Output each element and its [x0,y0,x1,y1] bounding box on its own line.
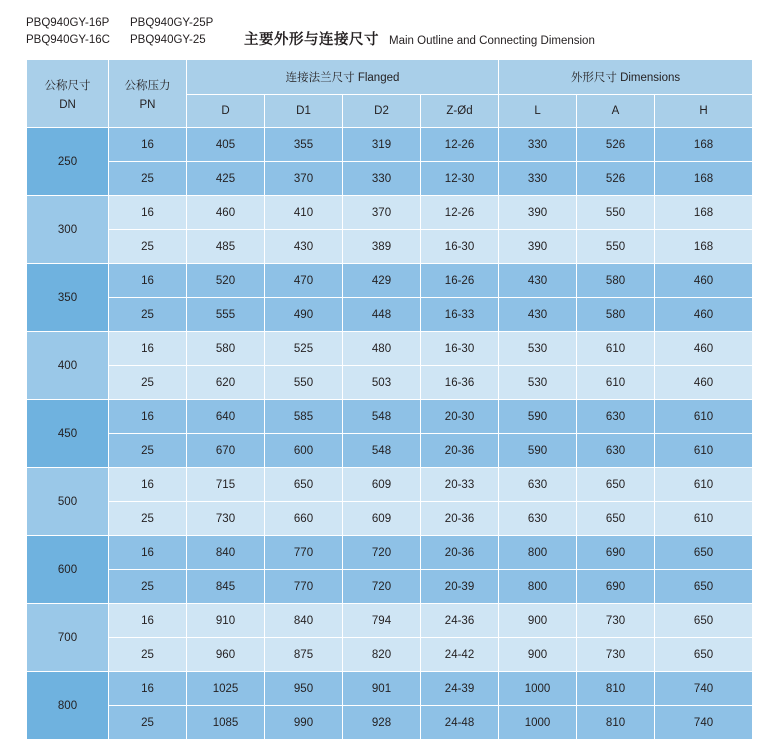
cell-pn: 16 [109,672,187,706]
column-header-zd: Z-Ød [421,95,499,128]
cell-pn: 25 [109,570,187,604]
table-row [27,332,753,366]
cell-d2: 370 [343,196,421,230]
cell-pn: 16 [109,468,187,502]
model-code: PBQ940GY-16C [26,34,110,46]
table-body [27,128,753,740]
cell-l: 530 [499,332,577,366]
cell-l: 800 [499,536,577,570]
cell-zd: 16-33 [421,298,499,332]
cell-zd: 20-39 [421,570,499,604]
cell-dn: 600 [27,536,109,604]
cell-zd: 16-30 [421,230,499,264]
cell-d2: 794 [343,604,421,638]
cell-l: 430 [499,264,577,298]
cell-d1: 990 [265,706,343,740]
cell-a: 690 [577,570,655,604]
cell-pn: 25 [109,298,187,332]
cell-d2: 720 [343,570,421,604]
cell-d1: 875 [265,638,343,672]
cell-d: 1025 [187,672,265,706]
cell-h: 650 [655,536,753,570]
cell-h: 168 [655,162,753,196]
column-header-pn [109,60,187,128]
cell-d1: 370 [265,162,343,196]
cell-l: 530 [499,366,577,400]
cell-zd: 20-30 [421,400,499,434]
cell-d1: 355 [265,128,343,162]
model-code-row [26,32,240,49]
cell-d1: 840 [265,604,343,638]
model-code-row [26,15,240,32]
cell-d1: 470 [265,264,343,298]
cell-zd: 20-36 [421,502,499,536]
cell-a: 526 [577,162,655,196]
cell-h: 610 [655,434,753,468]
table-row [27,196,753,230]
model-code: PBQ940GY-16P [26,17,110,29]
cell-pn: 25 [109,162,187,196]
model-code: PBQ940GY-25P [130,17,214,29]
cell-l: 590 [499,400,577,434]
cell-pn: 25 [109,366,187,400]
table-row [27,230,753,264]
table-row [27,706,753,740]
cell-d2: 901 [343,672,421,706]
cell-d2: 548 [343,400,421,434]
cell-dn: 500 [27,468,109,536]
cell-h: 460 [655,264,753,298]
table-row [27,570,753,604]
cell-zd: 24-42 [421,638,499,672]
column-header-pn-cn: 公称压力 [124,79,171,92]
table-row [27,502,753,536]
cell-h: 740 [655,706,753,740]
cell-l: 390 [499,196,577,230]
cell-zd: 12-30 [421,162,499,196]
cell-h: 460 [655,332,753,366]
cell-d: 715 [187,468,265,502]
cell-zd: 16-30 [421,332,499,366]
cell-a: 580 [577,298,655,332]
cell-a: 690 [577,536,655,570]
cell-d: 840 [187,536,265,570]
cell-zd: 24-39 [421,672,499,706]
column-header-dn [27,60,109,128]
cell-pn: 25 [109,706,187,740]
cell-pn: 25 [109,434,187,468]
cell-d: 620 [187,366,265,400]
cell-d1: 585 [265,400,343,434]
cell-l: 800 [499,570,577,604]
cell-d1: 650 [265,468,343,502]
cell-dn: 250 [27,128,109,196]
cell-dn: 350 [27,264,109,332]
cell-a: 580 [577,264,655,298]
cell-d1: 410 [265,196,343,230]
cell-a: 610 [577,332,655,366]
cell-d2: 448 [343,298,421,332]
cell-zd: 24-48 [421,706,499,740]
column-header-l: L [499,95,577,128]
cell-a: 650 [577,502,655,536]
cell-dn: 700 [27,604,109,672]
cell-a: 610 [577,366,655,400]
cell-d: 910 [187,604,265,638]
cell-l: 630 [499,502,577,536]
cell-d: 670 [187,434,265,468]
cell-a: 730 [577,638,655,672]
cell-a: 550 [577,230,655,264]
cell-h: 650 [655,570,753,604]
cell-d: 960 [187,638,265,672]
cell-d: 460 [187,196,265,230]
cell-d: 555 [187,298,265,332]
cell-d2: 389 [343,230,421,264]
cell-h: 168 [655,128,753,162]
table-row [27,366,753,400]
cell-dn: 400 [27,332,109,400]
cell-l: 1000 [499,672,577,706]
table-row [27,604,753,638]
table-row [27,264,753,298]
cell-dn: 800 [27,672,109,740]
cell-h: 610 [655,400,753,434]
cell-a: 630 [577,434,655,468]
column-header-d: D [187,95,265,128]
page-title-en: Main Outline and Connecting Dimension [389,35,595,47]
cell-zd: 24-36 [421,604,499,638]
column-header-h: H [655,95,753,128]
table-row [27,434,753,468]
cell-pn: 16 [109,604,187,638]
cell-h: 740 [655,672,753,706]
cell-d2: 609 [343,468,421,502]
cell-a: 550 [577,196,655,230]
column-header-dn-cn: 公称尺寸 [44,79,91,92]
cell-zd: 16-26 [421,264,499,298]
cell-l: 900 [499,638,577,672]
cell-d1: 660 [265,502,343,536]
cell-dn: 300 [27,196,109,264]
cell-l: 1000 [499,706,577,740]
cell-d2: 480 [343,332,421,366]
cell-d2: 720 [343,536,421,570]
table-row [27,298,753,332]
cell-zd: 12-26 [421,128,499,162]
cell-a: 730 [577,604,655,638]
cell-pn: 25 [109,502,187,536]
cell-l: 590 [499,434,577,468]
dimension-table [26,59,753,740]
cell-a: 526 [577,128,655,162]
cell-a: 650 [577,468,655,502]
cell-pn: 16 [109,128,187,162]
cell-h: 650 [655,638,753,672]
cell-d1: 550 [265,366,343,400]
cell-pn: 16 [109,400,187,434]
cell-zd: 16-36 [421,366,499,400]
cell-a: 630 [577,400,655,434]
group-header-dimensions: 外形尺寸 Dimensions [499,60,753,95]
table-header-row-top [27,60,753,95]
column-header-dn-en: DN [59,98,76,111]
table-row [27,638,753,672]
cell-pn: 25 [109,230,187,264]
cell-h: 460 [655,366,753,400]
cell-l: 330 [499,162,577,196]
group-header-flanged: 连接法兰尺寸 Flanged [187,60,499,95]
cell-d: 640 [187,400,265,434]
cell-pn: 16 [109,196,187,230]
cell-d2: 609 [343,502,421,536]
cell-dn: 450 [27,400,109,468]
model-code: PBQ940GY-25 [130,34,206,46]
page-title [240,14,595,49]
table-row [27,536,753,570]
cell-pn: 16 [109,536,187,570]
cell-pn: 16 [109,332,187,366]
cell-d2: 548 [343,434,421,468]
cell-d: 405 [187,128,265,162]
cell-d1: 950 [265,672,343,706]
cell-h: 650 [655,604,753,638]
cell-d2: 503 [343,366,421,400]
cell-l: 430 [499,298,577,332]
cell-h: 168 [655,196,753,230]
cell-l: 390 [499,230,577,264]
table-row [27,400,753,434]
cell-d2: 928 [343,706,421,740]
cell-d: 580 [187,332,265,366]
column-header-d2: D2 [343,95,421,128]
cell-d: 845 [187,570,265,604]
cell-d2: 319 [343,128,421,162]
table-row [27,128,753,162]
column-header-a: A [577,95,655,128]
table-row [27,162,753,196]
cell-d: 485 [187,230,265,264]
cell-a: 810 [577,672,655,706]
cell-l: 900 [499,604,577,638]
cell-d1: 770 [265,570,343,604]
cell-d1: 430 [265,230,343,264]
cell-h: 460 [655,298,753,332]
cell-zd: 20-33 [421,468,499,502]
cell-zd: 12-26 [421,196,499,230]
cell-l: 630 [499,468,577,502]
cell-a: 810 [577,706,655,740]
cell-pn: 25 [109,638,187,672]
cell-h: 610 [655,468,753,502]
cell-l: 330 [499,128,577,162]
cell-d2: 429 [343,264,421,298]
table-row [27,672,753,706]
column-header-pn-en: PN [139,98,156,111]
cell-zd: 20-36 [421,536,499,570]
cell-d1: 600 [265,434,343,468]
cell-d: 1085 [187,706,265,740]
column-header-d1: D1 [265,95,343,128]
cell-d1: 770 [265,536,343,570]
cell-pn: 16 [109,264,187,298]
cell-d1: 490 [265,298,343,332]
cell-h: 610 [655,502,753,536]
cell-d: 520 [187,264,265,298]
page-title-cn: 主要外形与连接尺寸 [244,32,379,48]
page-header [26,14,752,49]
model-code-list [26,14,240,49]
table-row [27,468,753,502]
cell-d1: 525 [265,332,343,366]
cell-d2: 330 [343,162,421,196]
cell-d: 425 [187,162,265,196]
cell-d2: 820 [343,638,421,672]
cell-d: 730 [187,502,265,536]
cell-zd: 20-36 [421,434,499,468]
cell-h: 168 [655,230,753,264]
